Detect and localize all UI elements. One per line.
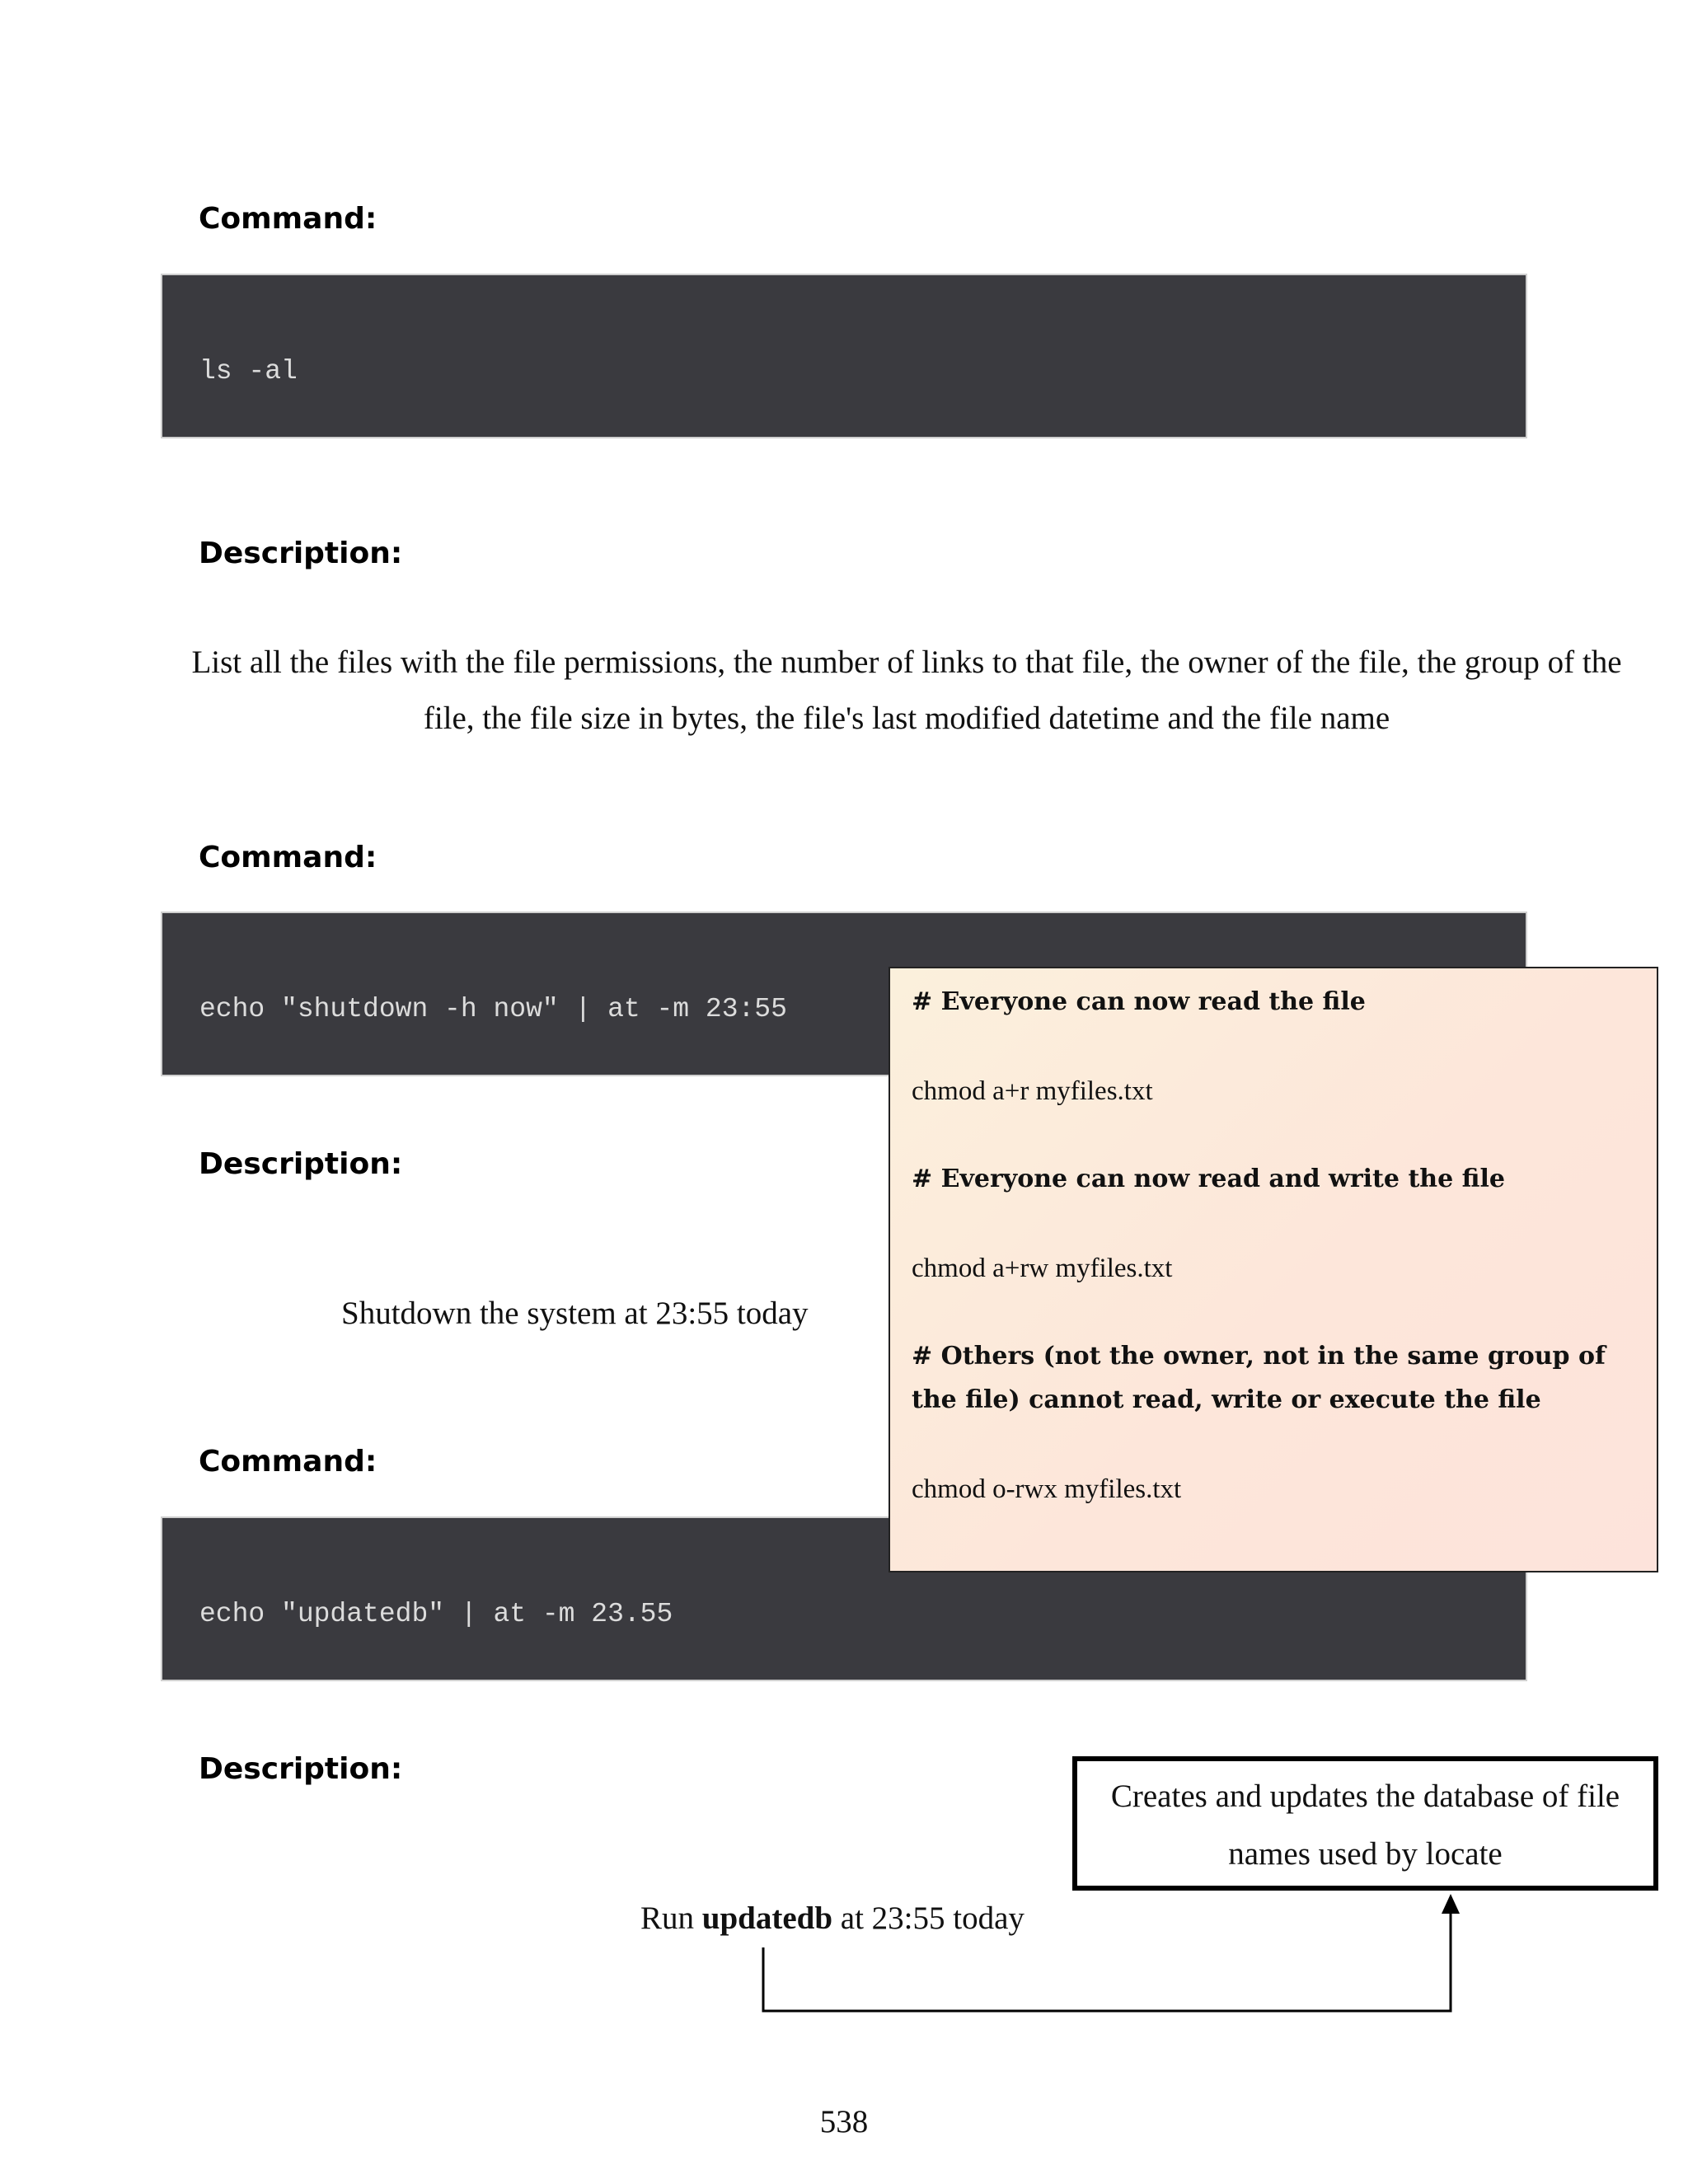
- description-text: Shutdown the system at 23:55 today: [341, 1296, 809, 1331]
- command-label: Command:: [199, 841, 377, 874]
- command-text: echo "shutdown -h now" | at -m 23:55: [199, 994, 787, 1024]
- command-text: echo "updatedb" | at -m 23.55: [199, 1599, 673, 1629]
- command-text: ls -al: [199, 356, 298, 387]
- chmod-notes-box: [889, 967, 1658, 1572]
- note-command: chmod o-rwx myfiles.txt: [912, 1474, 1182, 1504]
- page-number: 538: [819, 2104, 869, 2139]
- note-command: chmod a+r myfiles.txt: [912, 1076, 1153, 1106]
- command-label: Command:: [199, 1445, 377, 1479]
- note-comment: # Everyone can now read the file: [912, 987, 1366, 1016]
- command-label: Command:: [199, 202, 377, 236]
- arrow-head-icon: [1442, 1894, 1460, 1914]
- description-label: Description:: [199, 1147, 403, 1181]
- updatedb-callout: Creates and updates the database of file names used by locate: [1072, 1756, 1658, 1891]
- updatedb-term: updatedb: [701, 1900, 833, 1936]
- description-label: Description:: [199, 537, 403, 570]
- note-comment: # Everyone can now read and write the file: [912, 1165, 1505, 1193]
- note-comment: # Others (not the owner, not in the same group of the file) cannot read, write or execute the file: [912, 1342, 1606, 1414]
- description-label: Description:: [199, 1752, 403, 1786]
- code-block: [161, 274, 1527, 438]
- note-command: chmod a+rw myfiles.txt: [912, 1254, 1173, 1283]
- description-text: List all the files with the file permissions, the number of links to that file, the owner of the file, the group of the file, the file size in bytes, the file's last modified datetime and the file name: [191, 644, 1622, 736]
- description-text: Run updatedb at 23:55 today: [640, 1900, 1025, 1936]
